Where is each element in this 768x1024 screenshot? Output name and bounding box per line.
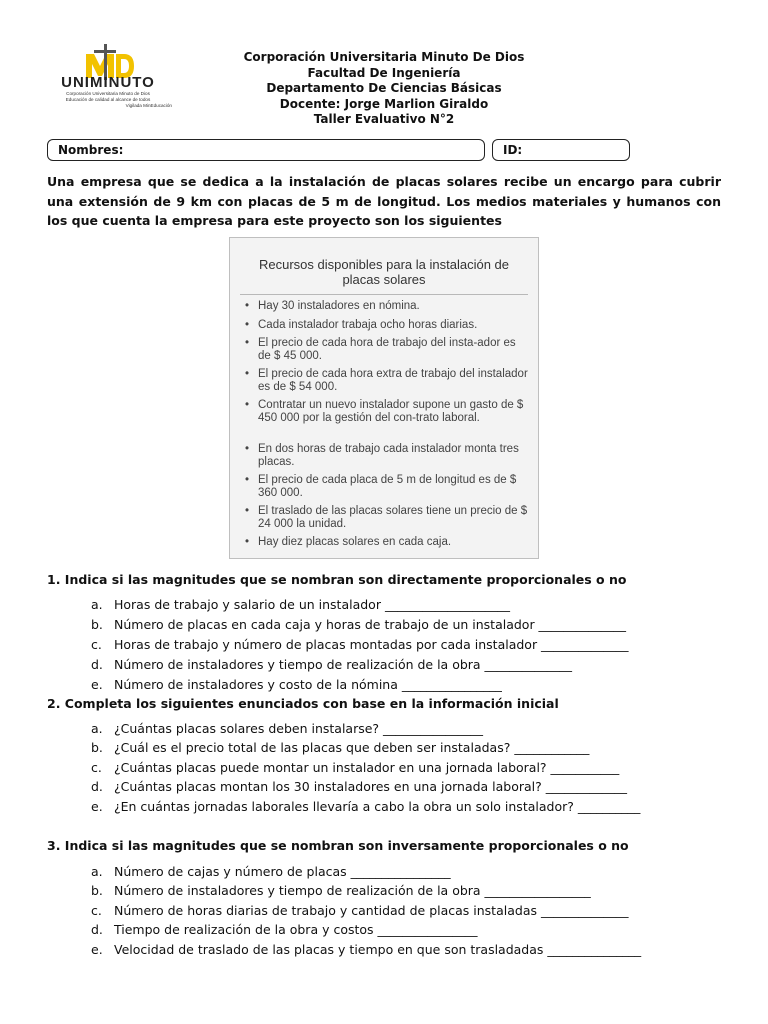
question-1-item-a: a. Horas de trabajo y salario de un instalador ____________________ xyxy=(91,597,510,612)
bullet-icon: • xyxy=(245,319,250,331)
header-department: Departamento De Ciencias Básicas xyxy=(266,81,502,95)
bullet-icon: • xyxy=(245,505,250,517)
resources-box xyxy=(229,237,539,559)
question-1-item-b: b. Número de placas en cada caja y horas de trabajo de un instalador ______________ xyxy=(91,617,627,632)
question-2-title: 2. Completa los siguientes enunciados con base en la información inicial xyxy=(47,696,559,711)
bullet-icon: • xyxy=(245,474,250,486)
question-3-item-d: d. Tiempo de realización de la obra y costos ________________ xyxy=(91,922,478,937)
question-1-title: 1. Indica si las magnitudes que se nombran son directamente proporcionales o no xyxy=(47,572,627,587)
question-3-item-a: a. Número de cajas y número de placas ________________ xyxy=(91,864,451,879)
resource-item: • Cada instalador trabaja ocho horas diarias. xyxy=(245,319,478,331)
nombres-label: Nombres: xyxy=(58,143,124,157)
resource-item: • Hay diez placas solares en cada caja. xyxy=(245,536,452,548)
bullet-icon: • xyxy=(245,300,250,312)
document-header xyxy=(180,50,588,128)
resource-item: • Hay 30 instaladores en nómina. xyxy=(245,300,420,312)
problem-statement: Una empresa que se dedica a la instalación de placas solares recibe un encargo para cubrir una extensión de 9 km con placas de 5 m de longitud. Los medios materiales y humanos con los que cuenta la empresa para este proyecto son los siguientes xyxy=(47,174,721,228)
bullet-icon: • xyxy=(245,536,250,548)
bullet-icon: • xyxy=(245,368,250,380)
uniminuto-logo xyxy=(42,44,174,108)
resources-list xyxy=(230,295,538,548)
question-2-item-a: a. ¿Cuántas placas solares deben instalarse? ________________ xyxy=(91,721,484,736)
question-1-item-c: c. Horas de trabajo y número de placas montadas por cada instalador ______________ xyxy=(91,637,629,652)
header-institution: Corporación Universitaria Minuto De Dios xyxy=(243,50,525,64)
resource-item: • Contratar un nuevo instalador supone un gasto de $ 450 000 por la gestión del con-trato laboral. xyxy=(245,399,524,424)
question-3-item-e: e. Velocidad de traslado de las placas y tiempo en que son trasladadas _______________ xyxy=(91,942,642,957)
question-3-item-b: b. Número de instaladores y tiempo de realización de la obra _________________ xyxy=(91,883,591,898)
id-label: ID: xyxy=(503,143,523,157)
question-2-item-c: c. ¿Cuántas placas puede montar un instalador en una jornada laboral? ___________ xyxy=(91,760,620,775)
resource-item: • El precio de cada placa de 5 m de longitud es de $ 360 000. xyxy=(245,474,517,499)
logo-subtitle-1: Corporación Universitaria Minuto de Dios xyxy=(66,91,150,96)
nombres-field[interactable] xyxy=(47,139,485,161)
question-2-item-e: e. ¿En cuántas jornadas laborales llevaría a cabo la obra un solo instalador? __________ xyxy=(91,799,641,814)
question-3-item-c: c. Número de horas diarias de trabajo y cantidad de placas instaladas ______________ xyxy=(91,903,629,918)
header-teacher: Docente: Jorge Marlion Giraldo xyxy=(279,96,489,111)
resource-item: • El precio de cada hora extra de trabajo del instalador es de $ 54 000. xyxy=(245,368,528,393)
question-1-item-e: e. Número de instaladores y costo de la nómina ________________ xyxy=(91,677,502,692)
question-2-item-d: d. ¿Cuántas placas montan los 30 instaladores en una jornada laboral? _____________ xyxy=(91,779,628,794)
question-3-title: 3. Indica si las magnitudes que se nombran son inversamente proporcionales o no xyxy=(47,838,629,853)
resources-title: Recursos disponibles para la instalación de placas solares xyxy=(258,257,510,287)
logo-subtitle-3: Vigilada MinEducación xyxy=(125,103,172,108)
resource-item: • El precio de cada hora de trabajo del insta-ador es de $ 45 000. xyxy=(245,337,516,362)
header-faculty: Facultad De Ingeniería xyxy=(307,65,461,80)
bullet-icon: • xyxy=(245,337,250,349)
header-workshop-title: Taller Evaluativo N°2 xyxy=(313,112,455,126)
logo-brand: UNIMINUTO xyxy=(61,74,155,91)
resource-item: • El traslado de las placas solares tiene un precio de $ 24 000 la unidad. xyxy=(245,505,528,530)
question-2-item-b: b. ¿Cuál es el precio total de las placas que deben ser instaladas? ____________ xyxy=(91,740,590,755)
bullet-icon: • xyxy=(245,399,250,411)
resource-item: • En dos horas de trabajo cada instalador monta tres placas. xyxy=(245,443,519,468)
bullet-icon: • xyxy=(245,443,250,455)
id-field[interactable] xyxy=(492,139,630,161)
logo-subtitle-2: Educación de calidad al alcance de todos xyxy=(65,97,151,102)
question-1-item-d: d. Número de instaladores y tiempo de realización de la obra ______________ xyxy=(91,657,573,672)
